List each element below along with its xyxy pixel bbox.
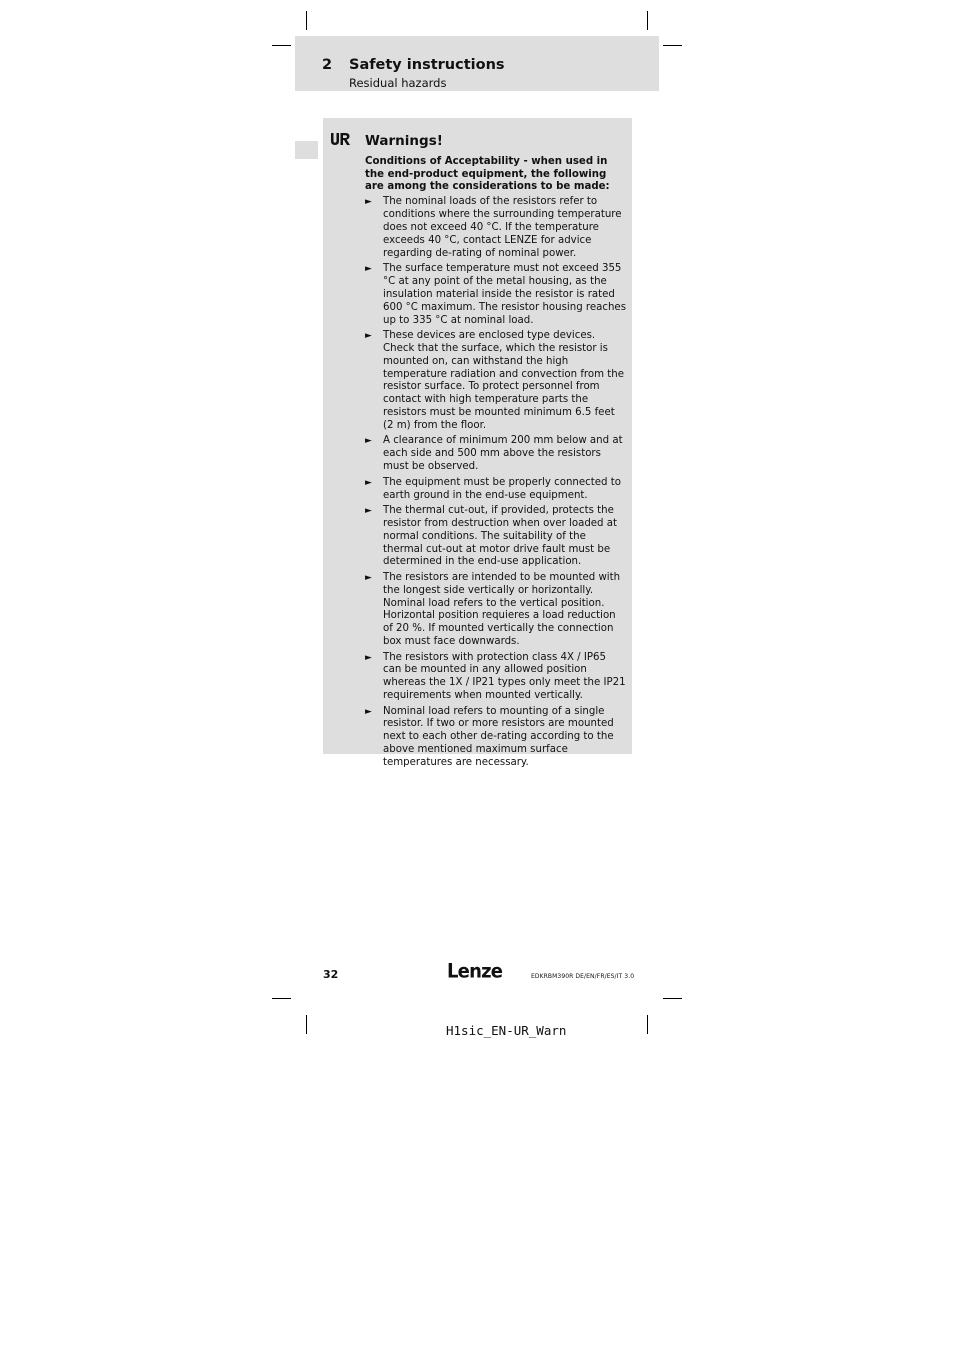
bullet-triangle-icon: ► [365, 330, 372, 341]
crop-mark [272, 45, 291, 46]
list-item-text: A clearance of minimum 200 mm below and at each side and 500 mm above the resistors must be observed. [383, 435, 623, 473]
ur-recognized-component-icon [329, 131, 351, 147]
bullet-triangle-icon: ► [365, 505, 372, 516]
list-item [365, 505, 627, 570]
crop-mark [272, 998, 291, 999]
bullet-triangle-icon: ► [365, 572, 372, 583]
document-code: EDKRBM390R DE/EN/FR/ES/IT 3.0 [531, 973, 635, 980]
bullet-triangle-icon: ► [365, 197, 372, 207]
list-item [365, 706, 627, 771]
list-item [365, 330, 627, 433]
warning-title: Warnings! [365, 133, 443, 149]
list-item [365, 477, 627, 503]
crop-mark [647, 11, 648, 30]
chapter-header [295, 36, 659, 91]
crop-mark [306, 1015, 307, 1034]
warning-list [365, 196, 627, 772]
file-label: H1sic_EN-UR_Warn [446, 1023, 567, 1038]
lenze-logo: Lenze [447, 959, 503, 984]
crop-mark [306, 11, 307, 30]
bullet-triangle-icon: ► [365, 477, 372, 488]
chapter-title: Safety instructions [349, 57, 505, 73]
list-item-text: These devices are enclosed type devices. Check that the surface, which the resistor is mounted on, can withstand the high temperature radiation and convection from the resistor surface. To protect personnel from contact with high temperature parts the resistors must be mounted minimum 6.5 feet (2 m) from the floor. [383, 329, 625, 432]
list-item [365, 652, 627, 704]
list-item-text: The thermal cut-out, if provided, protects the resistor from destruction when over loaded at normal conditions. The suitability of the thermal cut-out at motor drive fault must be determined in the end-use application. [383, 504, 618, 568]
crop-mark [663, 998, 682, 999]
crop-mark [663, 45, 682, 46]
bullet-triangle-icon: ► [365, 263, 372, 274]
list-item [365, 263, 627, 328]
chapter-number: 2 [322, 57, 333, 73]
crop-mark [647, 1015, 648, 1034]
list-item-text: The surface temperature must not exceed 355 °C at any point of the metal housing, as the insulation material inside the resistor is rated 600 °C maximum. The resistor housing reaches up to 335 °C at nominal load. [383, 262, 627, 326]
side-tab-marker [295, 141, 318, 159]
list-item [365, 435, 627, 474]
list-item-text: The nominal loads of the resistors refer to conditions where the surrounding temperature does not exceed 40 °C. If the temperature exceeds 40 °C, contact LENZE for advice regarding de-rating of nominal power. [383, 196, 622, 259]
list-item-text: The equipment must be properly connected to earth ground in the end-use equipment. [383, 476, 621, 501]
list-item [365, 196, 627, 261]
page-number: 32 [323, 968, 339, 981]
section-title: Residual hazards [349, 76, 447, 90]
conditions-of-acceptability: Conditions of Acceptability - when used in the end-product equipment, the following are among the considerations to be made: [365, 156, 610, 193]
warning-box [323, 118, 632, 769]
list-item-text: Nominal load refers to mounting of a single resistor. If two or more resistors are mounted next to each other de-rating according to the above mentioned maximum surface temperatures are necessary. [383, 705, 614, 769]
bullet-triangle-icon: ► [365, 706, 372, 717]
list-item [365, 572, 627, 649]
list-item-text: The resistors with protection class 4X / IP65 can be mounted in any allowed position whereas the 1X / IP21 types only meet the IP21 requirements when mounted vertically. [383, 651, 626, 702]
list-item-text: The resistors are intended to be mounted with the longest side vertically or horizontally. Nominal load refers to the vertical position. Horizontal position requieres a load reduction of 20 %. If mounted vertically the connection box must face downwards. [383, 571, 621, 648]
bullet-triangle-icon: ► [365, 436, 372, 447]
bullet-triangle-icon: ► [365, 652, 372, 663]
